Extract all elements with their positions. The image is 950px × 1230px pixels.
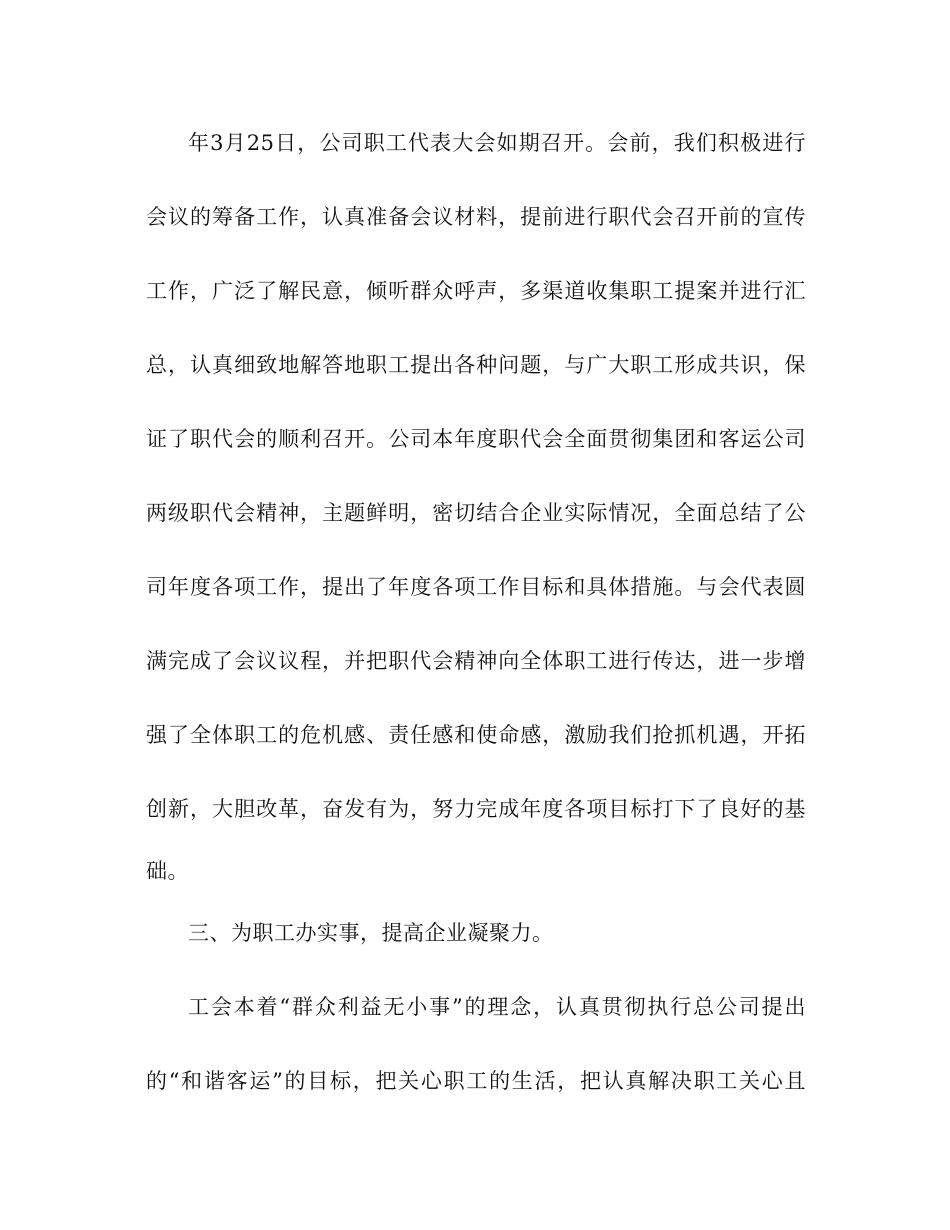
- paragraph-line: 两级职代会精神，主题鲜明，密切结合企业实际情况，全面总结了公: [146, 501, 806, 525]
- paragraph-line: 工作，广泛了解民意，倾听群众呼声，多渠道收集职工提案并进行汇: [146, 279, 806, 303]
- paragraph-line: 强了全体职工的危机感、责任感和使命感，激励我们抢抓机遇，开拓: [146, 723, 806, 747]
- paragraph-line: 会议的筹备工作，认真准备会议材料，提前进行职代会召开前的宣传: [146, 205, 806, 229]
- paragraph-line: 础。: [146, 859, 189, 883]
- paragraph-line: 年3月25日，公司职工代表大会如期召开。会前，我们积极进行: [188, 131, 806, 155]
- paragraph-line: 的“和谐客运”的目标，把关心职工的生活，把认真解决职工关心且: [146, 1069, 806, 1093]
- section-heading: 三、为职工办实事，提高企业凝聚力。: [188, 921, 554, 945]
- paragraph-line: 工会本着“群众利益无小事”的理念，认真贯彻执行总公司提出: [188, 995, 806, 1019]
- paragraph-line: 证了职代会的顺利召开。公司本年度职代会全面贯彻集团和客运公司: [146, 427, 806, 451]
- paragraph-line: 司年度各项工作，提出了年度各项工作目标和具体措施。与会代表圆: [146, 575, 806, 599]
- paragraph-line: 满完成了会议议程，并把职代会精神向全体职工进行传达，进一步增: [146, 649, 806, 673]
- paragraph-line: 创新，大胆改革，奋发有为，努力完成年度各项目标打下了良好的基: [146, 797, 806, 821]
- paragraph-line: 总，认真细致地解答地职工提出各种问题，与广大职工形成共识，保: [146, 353, 806, 377]
